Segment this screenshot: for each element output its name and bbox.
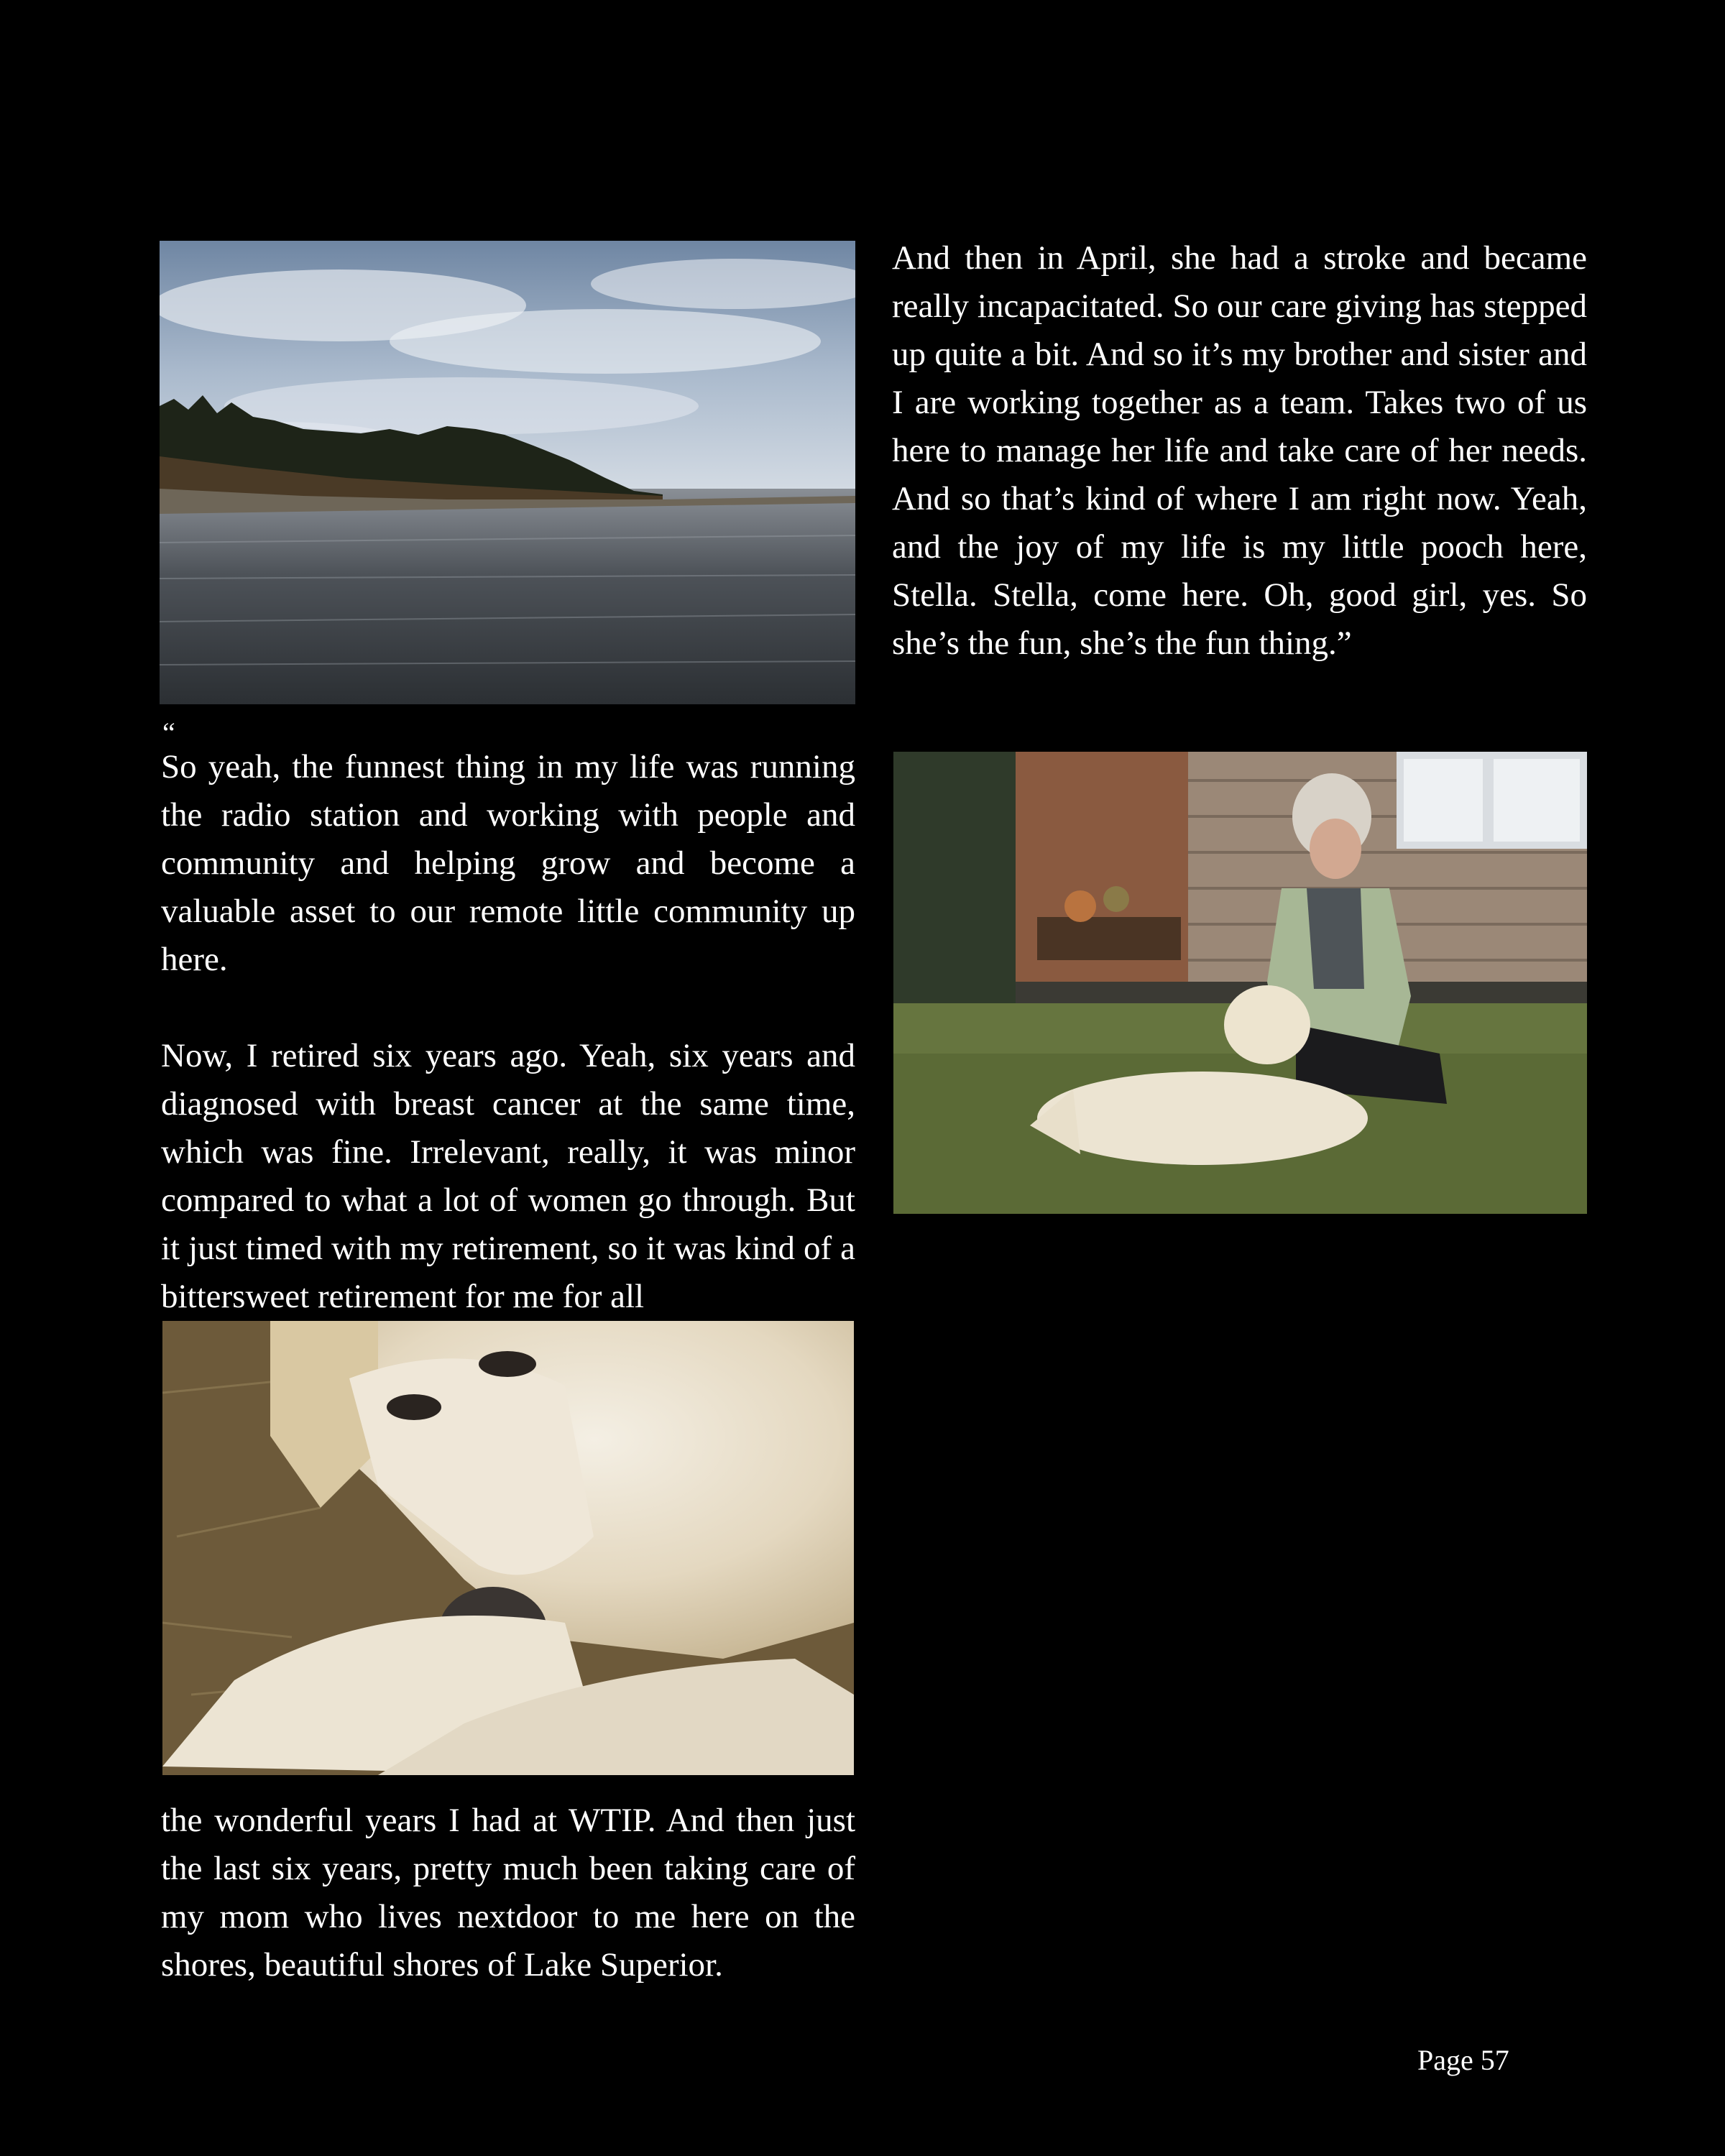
paragraph-stroke-stella: And then in April, she had a stroke and became really incapacitated. So our care giving has stepped up quite a bit. And so it’s my brother and sister and I are working together as a team. Takes two of us here to manage her life and take care of her needs. And so that’s kind of where I am right now. Yeah, and the joy of my life is my little pooch here, Stella. Stella, come here. Oh, good girl, yes. So she’s the fun, she’s the fun thing.” (892, 239, 1587, 662)
paragraph-spacer (161, 984, 855, 1032)
paragraph-radio-station: So yeah, the funnest thing in my life was running the radio station and working with people and community and helping grow and become a valuable asset to our remote little community up here. (161, 748, 855, 978)
left-column-bottom-text (161, 1797, 855, 1989)
woman-with-dog-photo (893, 752, 1587, 1214)
right-column-text (892, 234, 1587, 668)
page-number: Page 57 (1417, 2044, 1509, 2076)
paragraph-lake-superior: the wonderful years I had at WTIP. And then just the last six years, pretty much been taking care of my mom who lives nextdoor to me here on the shores, beautiful shores of Lake Superior. (161, 1802, 855, 1984)
left-column-top-text (161, 743, 855, 1321)
lake-shoreline-photo (160, 241, 855, 704)
dog-closeup-photo (162, 1321, 854, 1775)
opening-quote-mark: “ (162, 717, 175, 749)
paragraph-retirement: Now, I retired six years ago. Yeah, six years and diagnosed with breast cancer at the same time, which was fine. Irrelevant, really, it was minor compared to what a lot of women go through. But it just timed with my retirement, so it was kind of a bittersweet retirement for me for all (161, 1037, 855, 1315)
